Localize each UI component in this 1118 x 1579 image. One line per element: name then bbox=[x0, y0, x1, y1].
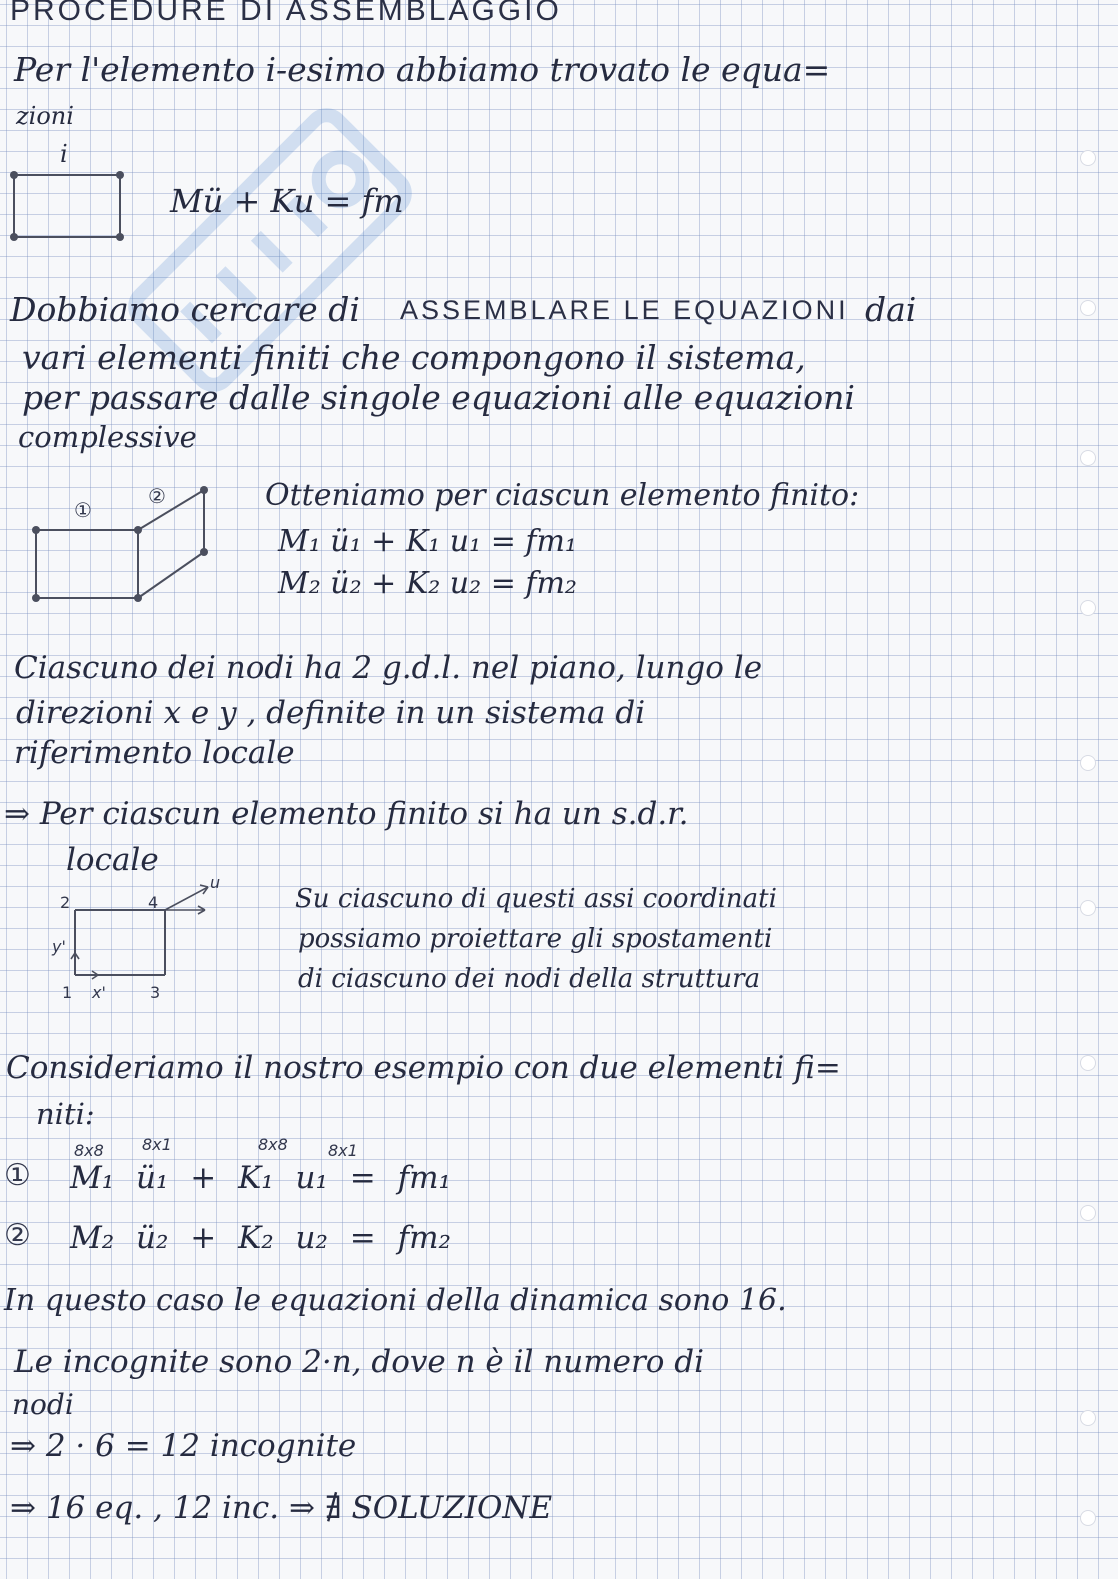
assemble-line-4: complessive bbox=[18, 420, 197, 454]
nodes-line-3: riferimento locale bbox=[14, 735, 295, 771]
example-eq-2-label: ② bbox=[4, 1218, 31, 1253]
conclusion-line-1: In questo caso le equazioni della dinamica sono 16. bbox=[4, 1283, 787, 1318]
example-eq-1: M₁ ü₁ + K₁ u₁ = fm₁ bbox=[70, 1160, 451, 1196]
node-1-label: 1 bbox=[62, 983, 73, 1002]
conclusion-line-2: Le incognite sono 2·n, dove n è il numero di bbox=[14, 1344, 705, 1380]
element-1-label: ① bbox=[74, 498, 92, 522]
element-1-equation: M₁ ü₁ + K₁ u₁ = fm₁ bbox=[278, 524, 577, 559]
binder-hole bbox=[1080, 150, 1096, 166]
dim-displacement: 8x1 bbox=[328, 1141, 358, 1160]
binder-hole bbox=[1080, 1055, 1096, 1071]
conclusion-line-5: ⇒ 16 eq. , 12 inc. ⇒ ∄ SOLUZIONE bbox=[10, 1490, 553, 1526]
local-ref-line-1: ⇒ Per ciascun elemento finito si ha un s.d.r. bbox=[4, 796, 689, 832]
dim-acceleration: 8x1 bbox=[142, 1135, 172, 1154]
axis-y-label: y' bbox=[52, 937, 66, 956]
binder-holes bbox=[1078, 0, 1118, 1579]
assemble-emphasis: ASSEMBLARE LE EQUAZIONI bbox=[400, 295, 849, 325]
element-2-label: ② bbox=[148, 484, 166, 508]
binder-hole bbox=[1080, 450, 1096, 466]
local-ref-desc-2: possiamo proiettare gli spostamenti bbox=[298, 924, 773, 954]
element-equation: Mü + Ku = fm bbox=[170, 182, 404, 220]
assemble-line-1a: Dobbiamo cercare di bbox=[10, 290, 360, 329]
assemble-line-1c: dai bbox=[865, 290, 917, 329]
element-node-label: i bbox=[60, 140, 68, 168]
conclusion-line-4: ⇒ 2 · 6 = 12 incognite bbox=[10, 1428, 357, 1464]
example-eq-1-label: ① bbox=[4, 1158, 31, 1193]
binder-hole bbox=[1080, 600, 1096, 616]
vector-u-label: u bbox=[210, 873, 221, 892]
nodes-line-1: Ciascuno dei nodi ha 2 g.d.l. nel piano, lungo le bbox=[14, 650, 763, 686]
two-element-sketch bbox=[20, 480, 220, 610]
axis-x-label: x' bbox=[92, 983, 106, 1002]
nodes-line-2: direzioni x e y , definite in un sistema di bbox=[16, 695, 646, 731]
dim-stiffness-matrix: 8x8 bbox=[258, 1135, 288, 1154]
element-2-equation: M₂ ü₂ + K₂ u₂ = fm₂ bbox=[278, 566, 577, 601]
intro-line-2: zioni bbox=[16, 102, 74, 130]
local-ref-desc-1: Su ciascuno di questi assi coordinati bbox=[295, 884, 777, 914]
binder-hole bbox=[1080, 300, 1096, 316]
example-line-2: niti: bbox=[36, 1097, 95, 1131]
example-line-1: Consideriamo il nostro esempio con due elementi fi= bbox=[6, 1050, 841, 1086]
node-3-label: 3 bbox=[150, 983, 161, 1002]
binder-hole bbox=[1080, 755, 1096, 771]
example-eq-2: M₂ ü₂ + K₂ u₂ = fm₂ bbox=[70, 1220, 451, 1256]
local-ref-desc-3: di ciascuno dei nodi della struttura bbox=[298, 964, 761, 994]
intro-line-1: Per l'elemento i-esimo abbiamo trovato le equa= bbox=[14, 50, 831, 89]
binder-hole bbox=[1080, 1410, 1096, 1426]
dim-mass-matrix: 8x8 bbox=[74, 1141, 104, 1160]
binder-hole bbox=[1080, 900, 1096, 916]
assemble-line-2: vari elementi finiti che compongono il sistema, bbox=[22, 338, 806, 377]
two-elements-intro: Otteniamo per ciascun elemento finito: bbox=[265, 478, 860, 513]
conclusion-line-3: nodi bbox=[12, 1388, 74, 1421]
single-element-sketch bbox=[0, 160, 140, 260]
node-2-label: 2 bbox=[60, 893, 71, 912]
assemble-line-3: per passare dalle singole equazioni alle equazioni bbox=[22, 378, 855, 417]
local-ref-line-2: locale bbox=[66, 842, 159, 878]
binder-hole bbox=[1080, 1510, 1096, 1526]
local-reference-sketch bbox=[50, 875, 240, 995]
page-title: PROCEDURE DI ASSEMBLAGGIO bbox=[10, 0, 562, 27]
node-4-label: 4 bbox=[148, 893, 159, 912]
binder-hole bbox=[1080, 1205, 1096, 1221]
